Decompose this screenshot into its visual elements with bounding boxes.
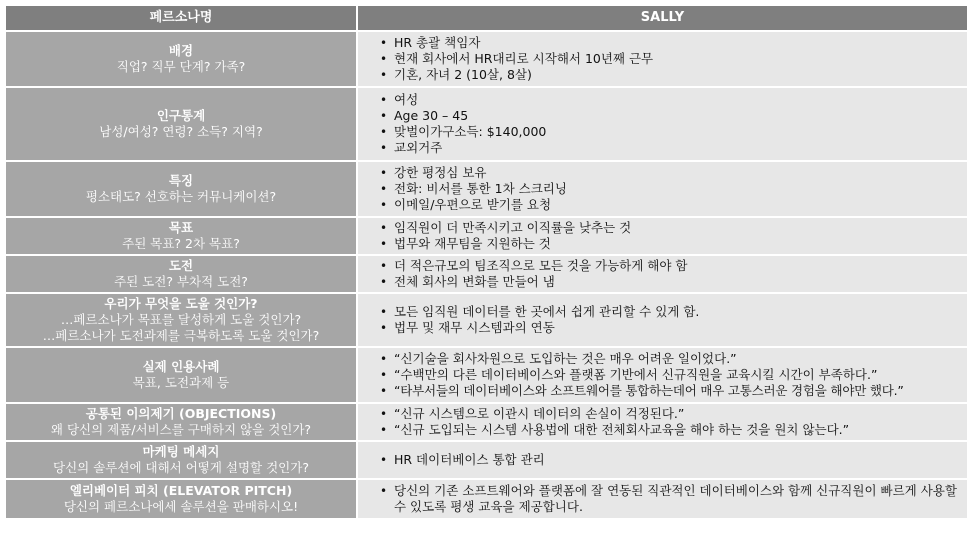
row-label-goals [6,218,356,254]
row-subtitle: …페르소나가 도전과제를 극복하도록 도울 것인가? [42,328,320,343]
row-label-challenges [6,256,356,292]
row-subtitle: 직업? 직무 단계? 가족? [116,59,246,74]
row-content-marketing-message [358,442,967,478]
row-label-traits [6,162,356,216]
row-title: 엘리베이터 피치 (ELEVATOR PITCH) [69,483,293,498]
row-title: 우리가 무엇을 도울 것인가? [104,296,258,311]
row-title: 인구통계 [156,108,206,123]
list-item: • 강한 평정심 보유 [380,165,961,181]
row-subtitle: 당신의 솔루션에 대해서 어떻게 설명할 것인가? [53,460,309,475]
row-label-elevator-pitch [6,480,356,518]
row-label-quotes [6,348,356,402]
list-item: • 임직원이 더 만족시키고 이직률을 낮추는 것 [380,220,961,236]
list-item: • “수백만의 다른 데이터베이스와 플랫폼 기반에서 신규직원을 교육시킬 시간이 부족하다.” [380,367,961,383]
row-content-demographics [358,88,967,160]
row-subtitle: 왜 당신의 제품/서비스를 구매하지 않을 것인가? [50,422,312,437]
header-sally: SALLY [358,6,967,30]
list-item: • 모든 임직원 데이터를 한 곳에서 쉽게 관리할 수 있게 함. [380,304,961,320]
list-item: • 법무와 재무팀을 지원하는 것 [380,236,961,252]
row-content-challenges [358,256,967,292]
list-item: • HR 데이터베이스 통합 관리 [380,452,961,468]
row-title: 목표 [168,220,194,235]
list-item: • “신규 시스템으로 이관시 데이터의 손실이 걱정된다.” [380,406,961,422]
row-title: 공통된 이의제기 (OBJECTIONS) [85,406,277,421]
row-label-how-we-help [6,294,356,346]
list-item: • “타부서들의 데이터베이스와 소프트웨어를 통합하는데어 매우 고통스러운 경험을 해야만 했다.” [380,383,961,399]
row-subtitle: 평소태도? 선호하는 커뮤니케이션? [85,189,277,204]
row-content-objections [358,404,967,440]
row-content-elevator-pitch [358,480,967,518]
list-item: • Age 30 – 45 [380,108,961,124]
list-item: • 기혼, 자녀 2 (10살, 8살) [380,67,961,83]
header-persona-name: 페르소나명 [6,6,356,30]
row-label-objections [6,404,356,440]
row-content-how-we-help [358,294,967,346]
list-item: • 전체 회사의 변화를 만들어 냄 [380,274,961,290]
persona-table [6,6,965,518]
row-title: 마케팅 메세지 [142,444,220,459]
row-label-background [6,32,356,86]
row-content-quotes [358,348,967,402]
list-item: • 맞벌이가구소득: $140,000 [380,124,961,140]
row-subtitle: 당신의 페르소나에세 솔루션을 판매하시오! [63,499,299,514]
list-item: • 법무 및 재무 시스템과의 연동 [380,320,961,336]
row-subtitle: 목표, 도전과제 등 [132,375,230,390]
list-item: • 전화: 비서를 통한 1차 스크리닝 [380,181,961,197]
row-content-goals [358,218,967,254]
row-title: 실제 인용사례 [142,359,220,374]
list-item: • 교외거주 [380,140,961,156]
row-label-marketing-message [6,442,356,478]
row-content-background [358,32,967,86]
list-item: • 이메일/우편으로 받기를 요청 [380,197,961,213]
list-item: • 더 적은규모의 팀조직으로 모든 것을 가능하게 해야 함 [380,258,961,274]
row-subtitle: 남성/여성? 연령? 소득? 지역? [99,124,263,139]
list-item: • “신기술을 회사차원으로 도입하는 것은 매우 어려운 일이었다.” [380,351,961,367]
row-title: 배경 [168,43,194,58]
list-item: • HR 총괄 책임자 [380,35,961,51]
list-item: • 현재 회사에서 HR대리로 시작해서 10년째 근무 [380,51,961,67]
row-subtitle: 주된 목표? 2차 목표? [122,236,240,251]
list-item: • 여성 [380,92,961,108]
list-item: • 당신의 기존 소프트웨어와 플랫폼에 잘 연동된 직관적인 데이터베이스와 함께 신규직원이 빠르게 사용할 수 있도록 평생 교육을 제공합니다. [380,483,961,515]
list-item: • “신규 도입되는 시스템 사용법에 대한 전체회사교육을 해야 하는 것을 원치 않는다.” [380,422,961,438]
row-label-demographics [6,88,356,160]
row-subtitle: 주된 도전? 부차적 도전? [114,274,248,289]
row-title: 도전 [168,258,194,273]
row-content-traits [358,162,967,216]
row-title: 특징 [168,173,194,188]
row-subtitle: …페르소나가 목표를 달성하게 도울 것인가? [60,312,302,327]
